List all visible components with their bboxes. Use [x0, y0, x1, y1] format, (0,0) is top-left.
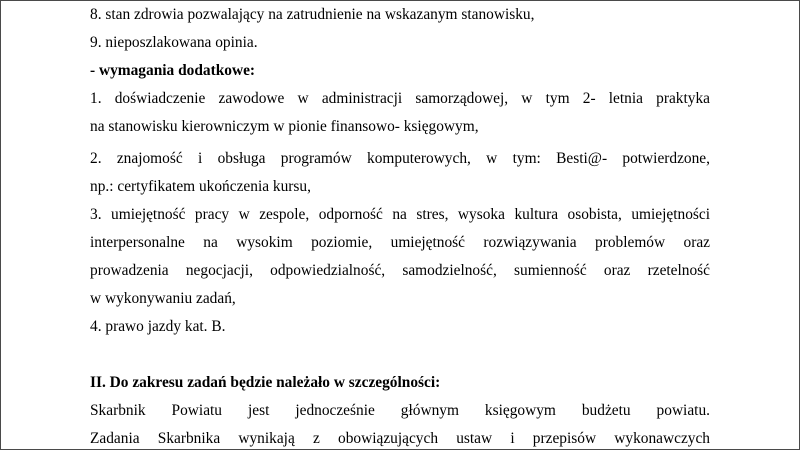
- additional-item-3-line-1: 3. umiejętność pracy w zespole, odporność na stres, wysoka kultura osobista, umiejętności: [90, 206, 710, 223]
- additional-item-3-line-3: prowadzenia negocjacji, odpowiedzialność, samodzielność, sumienność oraz rzetelność: [90, 262, 710, 279]
- section-ii-paragraph-line-2: Zadania Skarbnika wynikają z obowiązujących ustaw i przepisów wykonawczych: [90, 430, 710, 447]
- requirement-item-8: 8. stan zdrowia pozwalający na zatrudnienie na wskazanym stanowisku,: [90, 6, 535, 23]
- requirement-item-9: 9. nieposzlakowana opinia.: [90, 34, 258, 51]
- additional-item-1-line-2: na stanowisku kierowniczym w pionie finansowo- księgowym,: [90, 118, 479, 135]
- additional-item-4: 4. prawo jazdy kat. B.: [90, 318, 226, 335]
- additional-item-2-line-2: np.: certyfikatem ukończenia kursu,: [90, 178, 311, 195]
- additional-requirements-heading: - wymagania dodatkowe:: [90, 62, 256, 79]
- additional-item-3-line-4: w wykonywaniu zadań,: [90, 290, 236, 307]
- additional-item-1-line-1: 1. doświadczenie zawodowe w administracji samorządowej, w tym 2- letnia praktyka: [90, 90, 710, 107]
- additional-item-2-line-1: 2. znajomość i obsługa programów komputerowych, w tym: Besti@- potwierdzone,: [90, 150, 710, 167]
- additional-item-3-line-2: interpersonalne na wysokim poziomie, umiejętność rozwiązywania problemów oraz: [90, 234, 710, 251]
- section-ii-paragraph-line-1: Skarbnik Powiatu jest jednocześnie głównym księgowym budżetu powiatu.: [90, 402, 710, 419]
- section-ii-heading: II. Do zakresu zadań będzie należało w szczególności:: [90, 374, 441, 391]
